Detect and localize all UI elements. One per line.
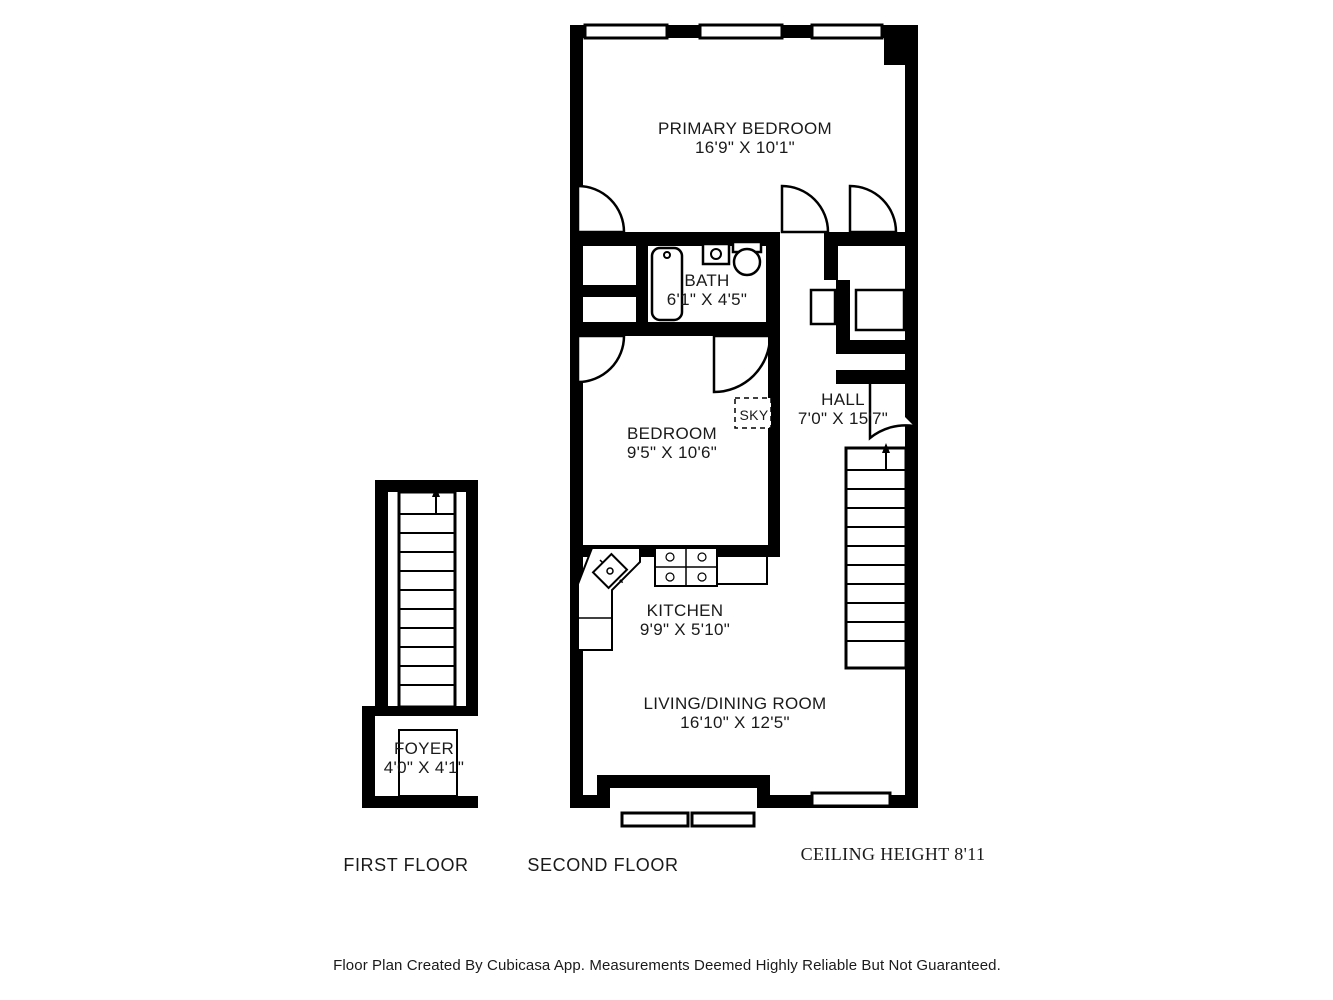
staircase-second-floor [846, 443, 906, 668]
footer-attribution: Floor Plan Created By Cubicasa App. Measurements Deemed Highly Reliable But Not Guaranteed. [333, 957, 1001, 974]
skylight-label: SKY [739, 407, 769, 423]
corner-block [884, 25, 918, 65]
room-label-living-dining: LIVING/DINING ROOM [643, 694, 827, 713]
room-dims-bath: 6'1" X 4'5" [666, 290, 748, 309]
caption-ceiling-height: CEILING HEIGHT 8'11 [800, 844, 986, 864]
wall-bath-right [766, 240, 780, 330]
caption-second-floor: SECOND FLOOR [527, 855, 679, 875]
staircase-first-floor [399, 487, 455, 707]
appliance-icon [811, 290, 835, 324]
room-dims-kitchen: 9'9" X 5'10" [639, 620, 731, 639]
room-dims-living-dining: 16'10" X 12'5" [680, 713, 790, 732]
room-dims-hall: 7'0" X 15'7" [797, 409, 889, 428]
room-dims-bedroom: 9'5" X 10'6" [626, 443, 718, 462]
toilet-bowl-icon [734, 249, 760, 275]
wall-bedroom-right [768, 336, 780, 551]
caption-first-floor: FIRST FLOOR [343, 855, 469, 875]
room-dims-primary-bedroom: 16'9" X 10'1" [695, 138, 795, 157]
wall-hall-closet-bottom [836, 340, 918, 354]
closet-shelf-icon [856, 290, 904, 330]
wall-bath-bottom [570, 322, 780, 336]
window-group-bottom [622, 793, 890, 826]
room-label-kitchen: KITCHEN [646, 601, 724, 620]
room-label-foyer: FOYER [393, 739, 455, 758]
wall-hall-closet-left [836, 280, 850, 350]
window-group-top [585, 25, 882, 38]
room-label-bedroom: BEDROOM [627, 424, 717, 443]
room-label-hall: HALL [821, 390, 865, 409]
wall-hall-left-top [824, 232, 838, 280]
sink-icon [703, 244, 729, 264]
room-dims-foyer: 4'0" X 4'1" [383, 758, 465, 777]
room-label-bath: BATH [684, 271, 730, 290]
wall-hall-top [836, 232, 918, 246]
room-label-primary-bedroom: PRIMARY BEDROOM [658, 119, 832, 138]
wall-closet-divider [570, 285, 640, 297]
wall-hall-divider [836, 370, 918, 384]
